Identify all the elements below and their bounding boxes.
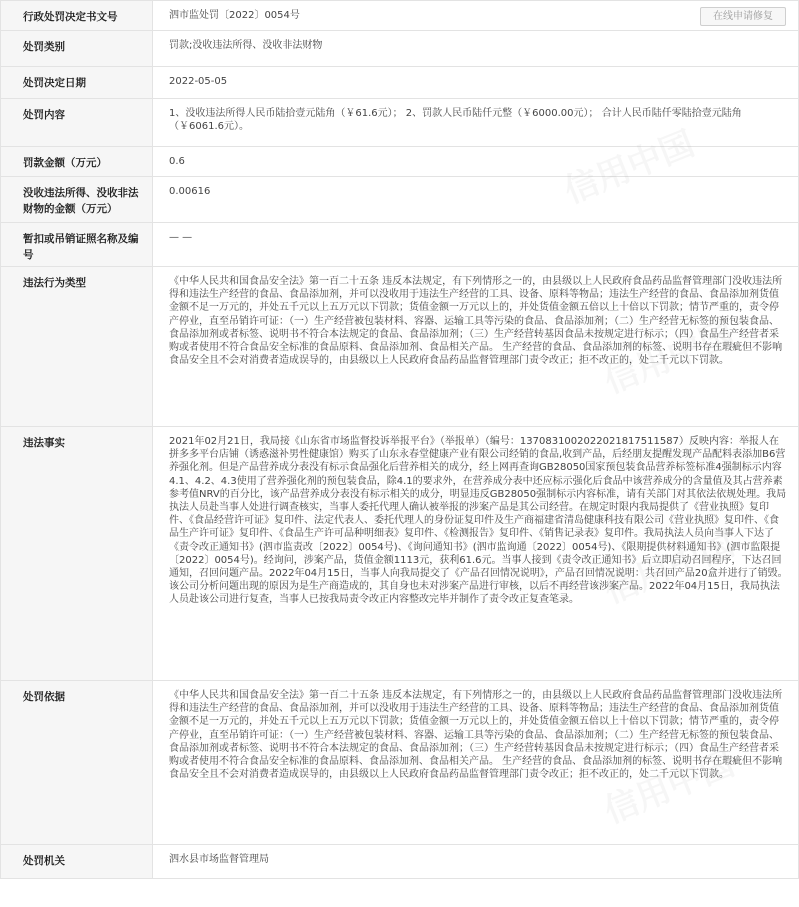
decision-date: 2022-05-05 (153, 67, 799, 99)
table-row (1, 67, 799, 99)
watermark: 信用中国 (598, 743, 740, 832)
row-label: 违法事实 (1, 427, 153, 681)
table-row (1, 267, 799, 427)
online-repair-button[interactable]: 在线申请修复 (700, 7, 786, 26)
row-label: 罚款金额（万元） (1, 147, 153, 177)
table-row (1, 31, 799, 67)
table-row (1, 147, 799, 177)
penalty-authority: 泗水县市场监督管理局 (153, 845, 799, 879)
row-label: 违法行为类型 (1, 267, 153, 427)
table-row (1, 681, 799, 845)
fine-amount: 0.6 (153, 147, 799, 177)
penalty-content: 1、没收违法所得人民币陆拾壹元陆角（￥61.6元）； 2、罚款人民币陆仟元整（￥6000.00元）； 合计人民币陆仟零陆拾壹元陆角（￥6061.6元）。 (153, 99, 799, 147)
table-row (1, 845, 799, 879)
row-label: 处罚内容 (1, 99, 153, 147)
watermark: 信用中国 (558, 123, 700, 212)
violation-facts: 2021年02月21日，我局接《山东省市场监督投诉举报平台》（举报单）（编号：1370831002022021817511587）反映内容：举报人在拼多多平台店铺（诱惑滋补男性健康馆）购买了山东永春堂健康产业有限公司经销的食品,收到产品，后经朋友提醒发现产品配料表添加B6营养强化剂。但是产品营养成分表没有标示食品强化后营养相关的成分，经上网再查询GB28050国家预包装食品营养标签标准4强制标示内容4.1、4.2、4.3使用了营养强化剂的预包装食品，除4.1的要求外，在营养成分表中还应标示强化后食品中该营养成分的含量值及其占营养素参考值NRV的百分比，该产品营养成分表没有标示相关的成分，明显违反GB28050强制标示内容标准，请有关部门对其依法依规处理。我局执法人员赴当事人处进行调查核实，当事人委托代理人确认被举报的涉案产品是其公司经营。在规定时限内我局提供了《营业执照》复印件、《食品经营许可证》复印件、法定代表人、委托代理人的身份证复印件及生产商福建省清岛健康科技有限公司《营业执照》复印件、《食品生产许可证》复印件、《食品生产许可品种明细表》复印件、《检测报告》复印件、《销售记录表》复印件。我局执法人员向当事人下达了《责令改正通知书》(泗市监责改〔2022〕0054号)、《询问通知书》(泗市监询通〔2022〕0054号)、《限期提供材料通知书》(泗市监限提〔2022〕0054号)。经询问，涉案产品，货值金额1113元，获利61.6元。当事人接到《责令改正通知书》后立即启动召回程序，下达召回通知，召回问题产品。2022年04月15日，当事人向我局提交了《产品召回情况说明》，产品召回情况说明：共召回产品20盒并进行了销毁。该公司分析问题出现的原因为是生产商造成的，其自身也未对涉案产品进行审核，以后不再经营该涉案产品。2022年04月15日，我局执法人员赴该公司进行复查，当事人已按我局责令改正内容整改完毕并制作了责令改正复查笔录。 (153, 427, 799, 681)
row-label: 处罚依据 (1, 681, 153, 845)
row-label: 处罚机关 (1, 845, 153, 879)
table-row (1, 223, 799, 267)
document-number: 泗市监处罚〔2022〕0054号 (169, 10, 300, 21)
row-label: 行政处罚决定书文号 (1, 1, 153, 31)
license-info: — — (153, 223, 799, 267)
table-row (1, 177, 799, 223)
confiscated-amount: 0.00616 (153, 177, 799, 223)
table-row (1, 427, 799, 681)
row-label: 处罚决定日期 (1, 67, 153, 99)
row-label: 没收违法所得、没收非法财物的金额（万元） (1, 177, 153, 223)
watermark: 信用中国 (598, 313, 740, 402)
penalty-category: 罚款;没收违法所得、没收非法财物 (153, 31, 799, 67)
row-label: 暂扣或吊销证照名称及编号 (1, 223, 153, 267)
row-label: 处罚类别 (1, 31, 153, 67)
table-row (1, 1, 799, 31)
table-row (1, 99, 799, 147)
watermark: 信用中国 (598, 523, 740, 612)
violation-type: 《中华人民共和国食品安全法》第一百二十五条 违反本法规定，有下列情形之一的，由县级以上人民政府食品药品监督管理部门没收违法所得和违法生产经营的食品、食品添加剂，并可以没收用于违法生产经营的工具、设备、原料等物品；违法生产经营的食品、食品添加剂货值金额不足一万元的，并处五千元以上五万元以下罚款；货值金额一万元以上的，并处货值金额五倍以上十倍以下罚款；情节严重的，责令停产停业，直至吊销许可证：（一）生产经营被包装材料、容器、运输工具等污染的食品、食品添加剂；（二）生产经营无标签的预包装食品、食品添加剂或者标签、说明书不符合本法规定的食品、食品添加剂；（三）生产经营转基因食品未按规定进行标示；（四）食品生产经营者采购或者使用不符合食品安全标准的食品原料、食品添加剂、食品相关产品。 生产经营的食品、食品添加剂的标签、说明书存在瑕疵但不影响食品安全且不会对消费者造成误导的，由县级以上人民政府食品药品监督管理部门责令改正；拒不改正的，处二千元以下罚款。 (153, 267, 799, 427)
penalty-basis: 《中华人民共和国食品安全法》第一百二十五条 违反本法规定，有下列情形之一的，由县级以上人民政府食品药品监督管理部门没收违法所得和违法生产经营的食品、食品添加剂，并可以没收用于违法生产经营的工具、设备、原料等物品；违法生产经营的食品、食品添加剂货值金额不足一万元的，并处五千元以上五万元以下罚款；货值金额一万元以上的，并处货值金额五倍以上十倍以下罚款；情节严重的，责令停产停业，直至吊销许可证：（一）生产经营被包装材料、容器、运输工具等污染的食品、食品添加剂；（二）生产经营无标签的预包装食品、食品添加剂或者标签、说明书不符合本法规定的食品、食品添加剂；（三）生产经营转基因食品未按规定进行标示；（四）食品生产经营者采购或者使用不符合食品安全标准的食品原料、食品添加剂、食品相关产品。 生产经营的食品、食品添加剂的标签、说明书存在瑕疵但不影响食品安全且不会对消费者造成误导的，由县级以上人民政府食品药品监督管理部门责令改正；拒不改正的，处二千元以下罚款。 (153, 681, 799, 845)
